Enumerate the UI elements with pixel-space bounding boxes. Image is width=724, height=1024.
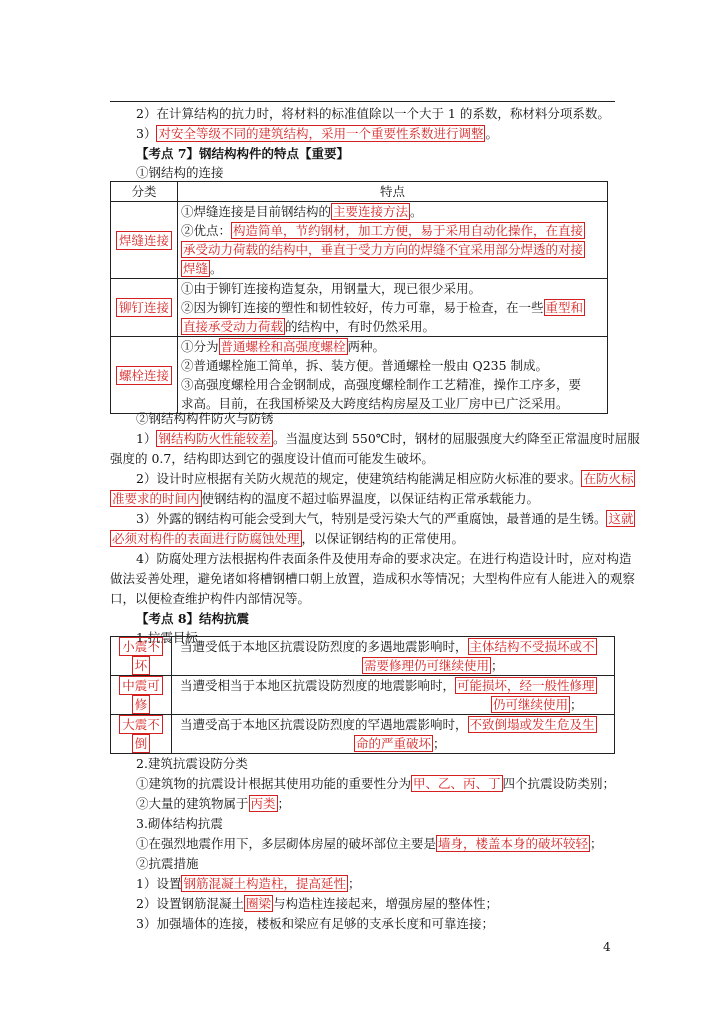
goal-cat-medium: 中震可 修 [111, 676, 172, 715]
features-weld: ①焊缝连接是目前钢结构的 主要连接方法 。 ②优点： 构造简单，节约钢材，加工方便，易于采用自动化操作，在直接 承受动力荷载的结构中，垂直于受力方向的焊缝不宜采用部分焊透的对接 焊缝 。 [178, 202, 608, 279]
masonry-2: ②抗震措施 [136, 856, 199, 871]
subheading-seismic-goals: 1.抗震目标 [136, 630, 198, 645]
goal-desc-medium: 当遭受相当于本地区抗震设防烈度的地震影响时， 可能损坏，经一般性修理 仍可继续使用 ； [172, 676, 615, 715]
table-row-bolt [111, 337, 608, 414]
fire-item-2: 2）设计时应根据有关防火规范的规定，使建筑结构能满足相应防火标准的要求。 在防火标 [136, 471, 634, 486]
category-weld: 焊缝连接 [111, 202, 178, 279]
goal-cat-large: 大震不 倒 [111, 715, 172, 754]
measure-3: 3）加强墙体的连接，楼板和梁应有足够的支承长度和可靠连接； [136, 916, 494, 931]
category-bolt: 螺栓连接 [111, 337, 178, 414]
section-title-kp8: 【考点 8】结构抗震 [136, 611, 250, 626]
goal-cat-small: 小震不 坏 [111, 637, 172, 676]
seismic-class-1: ①建筑物的抗震设计根据其使用功能的重要性分为 甲、乙、丙、丁 四个抗震设防类别； [136, 776, 616, 791]
section-title-kp7: 【考点 7】钢结构构件的特点【重要】 [136, 146, 350, 161]
fire-item-1-cont: 强度的 0.7，结构即达到它的强度设计值而可能发生破坏。 [110, 451, 434, 466]
rust-item-4-cont-2: 口，以便检查维护构件内部情况等。 [110, 591, 311, 606]
goal-desc-small: 当遭受低于本地区抗震设防烈度的多遇地震影响时， 主体结构不受损坏或不 需要修理仍可继续使用 ； [172, 637, 615, 676]
table-header-row [111, 182, 608, 202]
measure-2: 2）设置钢筋混凝土 圈梁 与构造柱连接起来，增强房屋的整体性； [136, 896, 498, 911]
fire-item-1: 1） 钢结构防火性能较差 。当温度达到 550℃时，钢材的屈服强度大约降至正常温度时屈服 [136, 431, 640, 446]
goal-row-medium [111, 676, 615, 715]
rust-item-3: 3）外露的钢结构可能会受到大气，特别是受污染大气的严重腐蚀，最普通的是生锈。 这就 [136, 511, 634, 526]
features-rivet: ①由于铆钉连接构造复杂，用钢量大，现已很少采用。 ②因为铆钉连接的塑性和韧性较好，传力可靠，易于检查，在一些 重型和 直接承受动力荷载 的结构中，有时仍然采用。 [178, 279, 608, 337]
goal-row-large [111, 715, 615, 754]
header-category: 分类 [111, 182, 178, 202]
seismic-goals-table [110, 636, 615, 754]
table-row-rivet [111, 279, 608, 337]
measure-1: 1）设置 钢筋混凝土构造柱，提高延性 ； [136, 876, 361, 891]
connection-table [110, 181, 608, 414]
subheading-fire-rust: ②钢结构构件防火与防锈 [136, 411, 274, 426]
category-rivet: 铆钉连接 [111, 279, 178, 337]
fire-item-2-cont: 准要求的时间内 使钢结构的温度不超过临界温度，以保证结构正常承载能力。 [112, 491, 540, 506]
intro-line-3: 3） 对安全等级不同的建筑结构，采用一个重要性系数进行调整 。 [136, 126, 498, 141]
seismic-class-2: ②大量的建筑物属于 丙类 ； [136, 796, 291, 811]
subheading-masonry: 3.砌体结构抗震 [136, 816, 223, 831]
rust-item-4-cont-1: 做法妥善处理，避免诸如将槽钢槽口朝上放置，造成积水等情况；大型构件应有人能进入的观察 [110, 571, 636, 586]
goal-row-small [111, 637, 615, 676]
table-row-weld [111, 202, 608, 279]
subheading-connection: ①钢结构的连接 [136, 165, 224, 180]
masonry-1: ①在强烈地震作用下，多层砌体房屋的破坏部位主要是 墙身，楼盖本身的破坏较轻 ； [136, 836, 603, 851]
rust-item-3-cont: 必须对构件的表面进行防腐蚀处理 ，以保证钢结构的正常使用。 [112, 531, 465, 546]
header-features: 特点 [178, 182, 608, 202]
goal-desc-large: 当遭受高于本地区抗震设防烈度的罕遇地震影响时， 不致倒塌或发生危及生 命的严重破坏 ； [172, 715, 615, 754]
page-number: 4 [603, 940, 611, 954]
intro-line-2: 2）在计算结构的抗力时，将材料的标准值除以一个大于 1 的系数，称材料分项系数。 [136, 106, 610, 121]
highlight: 对安全等级不同的建筑结构，采用一个重要性系数进行调整 [158, 126, 484, 141]
header-rule [110, 101, 615, 102]
rust-item-4: 4）防腐处理方法根据构件表面条件及使用寿命的要求决定。在进行构造设计时，应对构造 [136, 551, 632, 566]
subheading-seismic-class: 2.建筑抗震设防分类 [136, 756, 248, 771]
features-bolt: ①分为 普通螺栓和高强度螺栓 两种。 ②普通螺栓施工简单，拆、装方便。普通螺栓一般由 Q235 制成。 ③高强度螺栓用合金钢制成，高强度螺栓制作工艺精准，操作工序多，要 求高。目前，在我国桥梁及大跨度结构房屋及工业厂房中已广泛采用。 [178, 337, 608, 414]
